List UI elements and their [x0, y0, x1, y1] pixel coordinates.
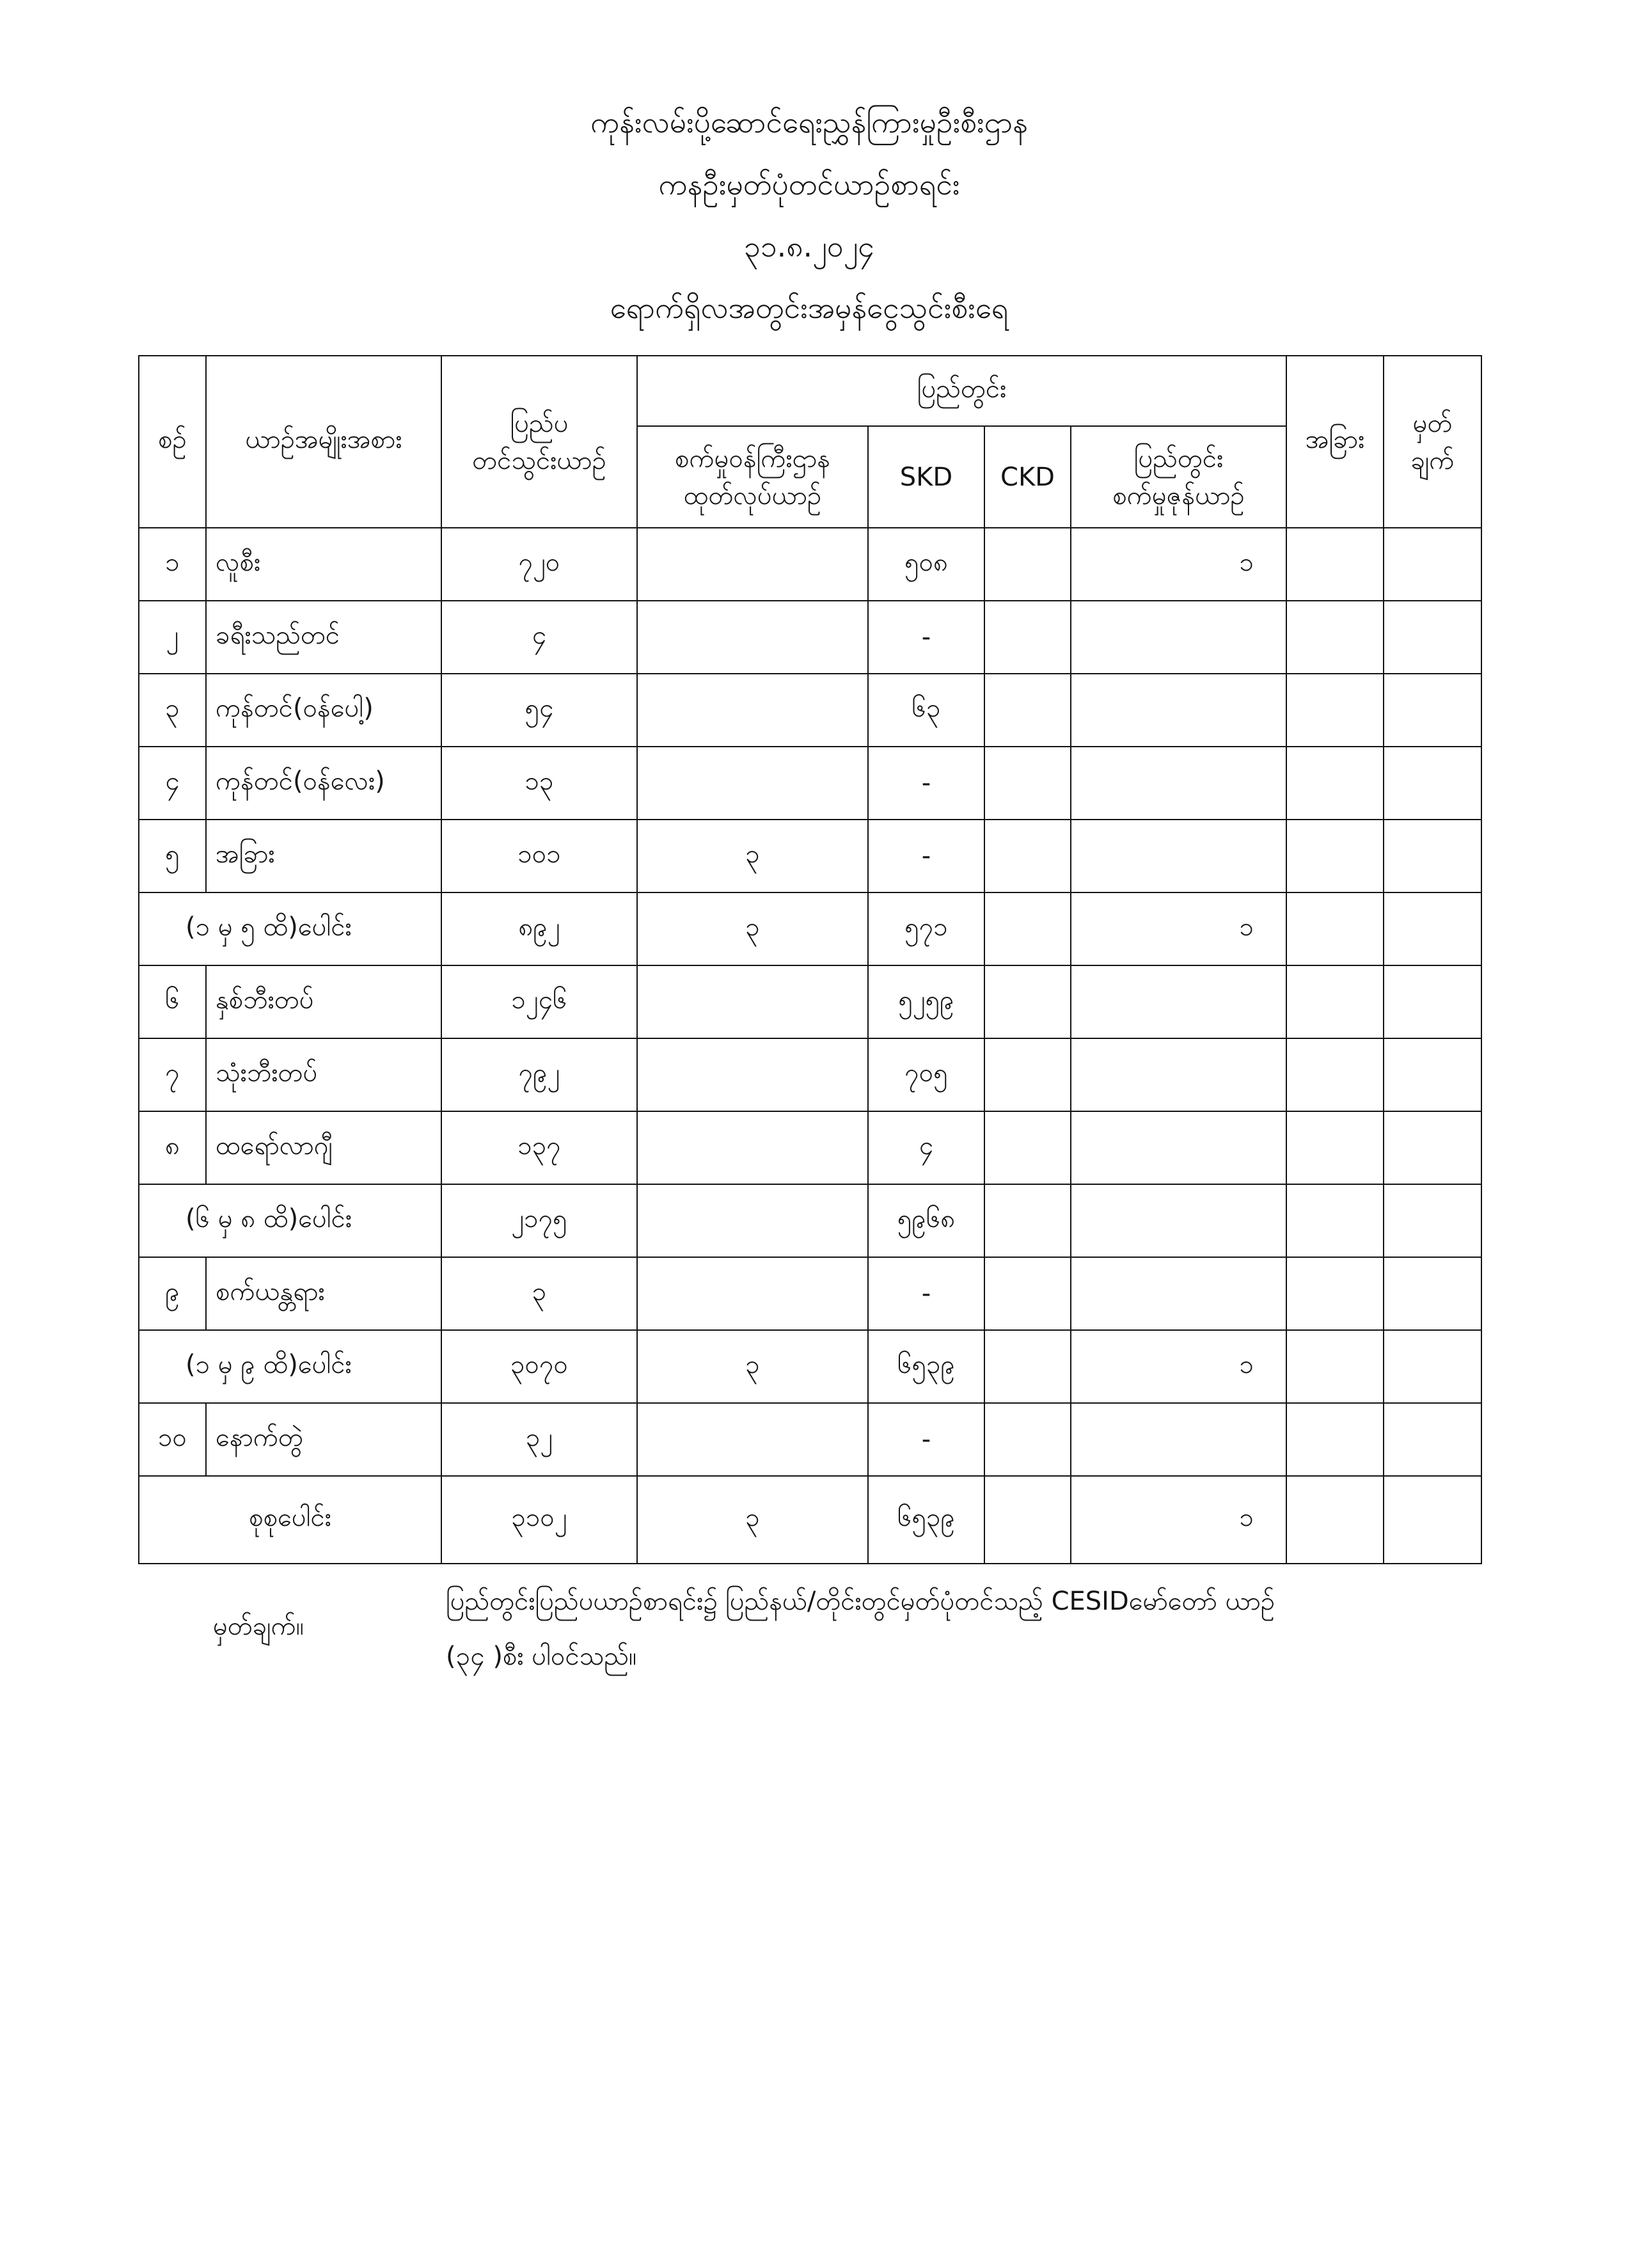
- cell-industrial-zone: [1071, 1403, 1286, 1476]
- cell-imported: ၃၁၀၂: [441, 1476, 637, 1564]
- report-subtitle: ရောက်ရှိလအတွင်းအမှန်ငွေသွင်းစီးရေ: [610, 290, 1009, 325]
- subtotal-label: (၆ မှ ၈ ထိ)ပေါင်း: [139, 1184, 441, 1257]
- cell-remarks: [1384, 1330, 1481, 1403]
- cell-other: [1286, 674, 1384, 747]
- cell-remarks: [1384, 892, 1481, 965]
- header-skd: SKD: [868, 426, 984, 528]
- cell-remarks: [1384, 674, 1481, 747]
- cell-no: ၅: [139, 820, 206, 892]
- cell-ckd: [984, 892, 1071, 965]
- cell-industrial-zone: ၁: [1071, 892, 1286, 965]
- register-title: ကနဦးမှတ်ပုံတင်ယာဉ်စာရင်း: [658, 167, 960, 202]
- cell-other: [1286, 601, 1384, 674]
- header-industrial-zone-line2: စက်မှုဇုန်ယာဉ်: [1112, 480, 1245, 511]
- cell-skd: ၅၇၁: [868, 892, 984, 965]
- table-header-row: [139, 356, 1481, 426]
- cell-imported: ၅၄: [441, 674, 637, 747]
- header-vehicle-type: ယာဉ်အမျိုးအစား: [206, 356, 441, 528]
- note-line-2: (၃၄ )စီး ပါဝင်သည်။: [446, 1642, 637, 1671]
- cell-ckd: [984, 820, 1071, 892]
- cell-skd: ၆၅၃၉: [868, 1476, 984, 1564]
- cell-skd: -: [868, 1403, 984, 1476]
- cell-imported: ၃၀၇၀: [441, 1330, 637, 1403]
- cell-no: ၆: [139, 965, 206, 1038]
- subtotal-row: [139, 1330, 1481, 1403]
- cell-ministry: ၃: [637, 1476, 868, 1564]
- note-text: [446, 1574, 1597, 1684]
- cell-imported: ၁၂၄၆: [441, 965, 637, 1038]
- subtotal-row: [139, 892, 1481, 965]
- cell-imported: ၇၂၀: [441, 528, 637, 601]
- cell-vehicle-type: သုံးဘီးတပ်: [206, 1038, 441, 1111]
- header-other: အခြား: [1286, 356, 1384, 528]
- cell-ministry: ၃: [637, 1330, 868, 1403]
- cell-industrial-zone: [1071, 1184, 1286, 1257]
- header-ministry: [637, 426, 868, 528]
- note-label: မှတ်ချက်။: [213, 1612, 304, 1641]
- cell-ckd: [984, 1403, 1071, 1476]
- table-row: [139, 1257, 1481, 1330]
- header-imported-line2: တင်သွင်းယာဉ်: [472, 445, 606, 475]
- cell-remarks: [1384, 965, 1481, 1038]
- cell-other: [1286, 747, 1384, 820]
- cell-ministry: [637, 1111, 868, 1184]
- cell-ckd: [984, 1184, 1071, 1257]
- cell-no: ၂: [139, 601, 206, 674]
- cell-industrial-zone: ၁: [1071, 1476, 1286, 1564]
- header-imported: [441, 356, 637, 528]
- cell-skd: -: [868, 820, 984, 892]
- cell-vehicle-type: နောက်တွဲ: [206, 1403, 441, 1476]
- cell-other: [1286, 1403, 1384, 1476]
- cell-imported: ၇၉၂: [441, 1038, 637, 1111]
- cell-industrial-zone: [1071, 965, 1286, 1038]
- subtotal-row: [139, 1184, 1481, 1257]
- cell-imported: ၁၃၇: [441, 1111, 637, 1184]
- cell-vehicle-type: ကုန်တင်(ဝန်လေး): [206, 747, 441, 820]
- total-row: [139, 1476, 1481, 1564]
- cell-industrial-zone: ၁: [1071, 528, 1286, 601]
- cell-other: [1286, 1476, 1384, 1564]
- cell-skd: ၆၃: [868, 674, 984, 747]
- cell-vehicle-type: စက်ယန္တရား: [206, 1257, 441, 1330]
- cell-skd: ၄: [868, 1111, 984, 1184]
- cell-industrial-zone: [1071, 674, 1286, 747]
- total-label: စုစုပေါင်း: [139, 1476, 441, 1564]
- cell-other: [1286, 892, 1384, 965]
- department-title: ကုန်းလမ်းပို့ဆောင်ရေးညွှန်ကြားမှုဦးစီးဌာန: [590, 105, 1028, 139]
- header-remarks-line1: မှတ်: [1412, 408, 1453, 438]
- cell-imported: ၁၀၁: [441, 820, 637, 892]
- cell-industrial-zone: [1071, 1038, 1286, 1111]
- cell-imported: ၈၉၂: [441, 892, 637, 965]
- cell-skd: ၇၀၅: [868, 1038, 984, 1111]
- cell-skd: ၆၅၃၉: [868, 1330, 984, 1403]
- cell-remarks: [1384, 1111, 1481, 1184]
- subtotal-label: (၁ မှ ၅ ထိ)ပေါင်း: [139, 892, 441, 965]
- header-imported-line1: ပြည်ပ: [510, 408, 569, 438]
- header-no: စဉ်: [139, 356, 206, 528]
- cell-vehicle-type: ထရော်လာဂျီ: [206, 1111, 441, 1184]
- note-line-1: ပြည်တွင်းပြည်ပယာဉ်စာရင်း၌ ပြည်နယ်/တိုင်းတွင်မှတ်ပုံတင်သည့် CESIDမော်တော် ယာဉ်: [446, 1587, 1275, 1616]
- header-ministry-line2: ထုတ်လုပ်ယာဉ်: [683, 480, 822, 511]
- cell-other: [1286, 1184, 1384, 1257]
- cell-industrial-zone: [1071, 820, 1286, 892]
- cell-ministry: [637, 1403, 868, 1476]
- cell-ministry: ၃: [637, 820, 868, 892]
- cell-ckd: [984, 1476, 1071, 1564]
- table-row: [139, 601, 1481, 674]
- table-row: [139, 674, 1481, 747]
- cell-ministry: [637, 1038, 868, 1111]
- cell-other: [1286, 1111, 1384, 1184]
- cell-vehicle-type: အခြား: [206, 820, 441, 892]
- cell-remarks: [1384, 1184, 1481, 1257]
- table-row: [139, 528, 1481, 601]
- cell-imported: ၃၂: [441, 1403, 637, 1476]
- cell-ckd: [984, 1038, 1071, 1111]
- cell-ministry: [637, 528, 868, 601]
- cell-remarks: [1384, 820, 1481, 892]
- cell-industrial-zone: [1071, 1257, 1286, 1330]
- header-ckd: CKD: [984, 426, 1071, 528]
- cell-remarks: [1384, 1038, 1481, 1111]
- table-row: [139, 1403, 1481, 1476]
- cell-skd: ၅၉၆၈: [868, 1184, 984, 1257]
- cell-no: ၁: [139, 528, 206, 601]
- cell-skd: ၅၀၈: [868, 528, 984, 601]
- cell-imported: ၃: [441, 1257, 637, 1330]
- header-ministry-line1: စက်မှုဝန်ကြီးဌာန: [674, 443, 830, 473]
- cell-vehicle-type: လူစီး: [206, 528, 441, 601]
- vehicle-registration-table: [138, 355, 1482, 1564]
- cell-other: [1286, 1038, 1384, 1111]
- cell-no: ၁၀: [139, 1403, 206, 1476]
- cell-ministry: [637, 747, 868, 820]
- cell-ckd: [984, 674, 1071, 747]
- cell-no: ၄: [139, 747, 206, 820]
- cell-vehicle-type: ကုန်တင်(ဝန်ပေါ့): [206, 674, 441, 747]
- cell-industrial-zone: [1071, 747, 1286, 820]
- header-industrial-zone-line1: ပြည်တွင်း: [1133, 443, 1224, 473]
- cell-ministry: ၃: [637, 892, 868, 965]
- cell-skd: ၅၂၅၉: [868, 965, 984, 1038]
- cell-ministry: [637, 601, 868, 674]
- cell-vehicle-type: နှစ်ဘီးတပ်: [206, 965, 441, 1038]
- cell-skd: -: [868, 601, 984, 674]
- header-remarks-line2: ချက်: [1410, 445, 1455, 475]
- cell-skd: -: [868, 1257, 984, 1330]
- cell-industrial-zone: [1071, 1111, 1286, 1184]
- cell-no: ၉: [139, 1257, 206, 1330]
- cell-ministry: [637, 674, 868, 747]
- header-industrial-zone: [1071, 426, 1286, 528]
- cell-ministry: [637, 1257, 868, 1330]
- cell-no: ၈: [139, 1111, 206, 1184]
- cell-other: [1286, 820, 1384, 892]
- cell-remarks: [1384, 528, 1481, 601]
- cell-other: [1286, 965, 1384, 1038]
- cell-imported: ၁၃: [441, 747, 637, 820]
- cell-other: [1286, 528, 1384, 601]
- cell-remarks: [1384, 1257, 1481, 1330]
- table-row: [139, 1038, 1481, 1111]
- cell-remarks: [1384, 747, 1481, 820]
- report-date: ၃၁.၈.၂၀၂၄: [743, 229, 875, 264]
- table-row: [139, 820, 1481, 892]
- cell-ckd: [984, 1257, 1071, 1330]
- cell-skd: -: [868, 747, 984, 820]
- table-row: [139, 965, 1481, 1038]
- cell-vehicle-type: ခရီးသည်တင်: [206, 601, 441, 674]
- cell-ckd: [984, 1330, 1071, 1403]
- cell-remarks: [1384, 1403, 1481, 1476]
- cell-ckd: [984, 601, 1071, 674]
- header-domestic: ပြည်တွင်း: [637, 356, 1286, 426]
- cell-ministry: [637, 965, 868, 1038]
- cell-other: [1286, 1330, 1384, 1403]
- cell-remarks: [1384, 601, 1481, 674]
- cell-other: [1286, 1257, 1384, 1330]
- cell-no: ၃: [139, 674, 206, 747]
- cell-imported: ၄: [441, 601, 637, 674]
- cell-ckd: [984, 965, 1071, 1038]
- cell-ckd: [984, 528, 1071, 601]
- table-row: [139, 1111, 1481, 1184]
- header-remarks: [1384, 356, 1481, 528]
- cell-industrial-zone: [1071, 601, 1286, 674]
- table-row: [139, 747, 1481, 820]
- cell-ministry: [637, 1184, 868, 1257]
- cell-remarks: [1384, 1476, 1481, 1564]
- cell-imported: ၂၁၇၅: [441, 1184, 637, 1257]
- cell-industrial-zone: ၁: [1071, 1330, 1286, 1403]
- cell-ckd: [984, 747, 1071, 820]
- cell-ckd: [984, 1111, 1071, 1184]
- subtotal-label: (၁ မှ ၉ ထိ)ပေါင်း: [139, 1330, 441, 1403]
- cell-no: ၇: [139, 1038, 206, 1111]
